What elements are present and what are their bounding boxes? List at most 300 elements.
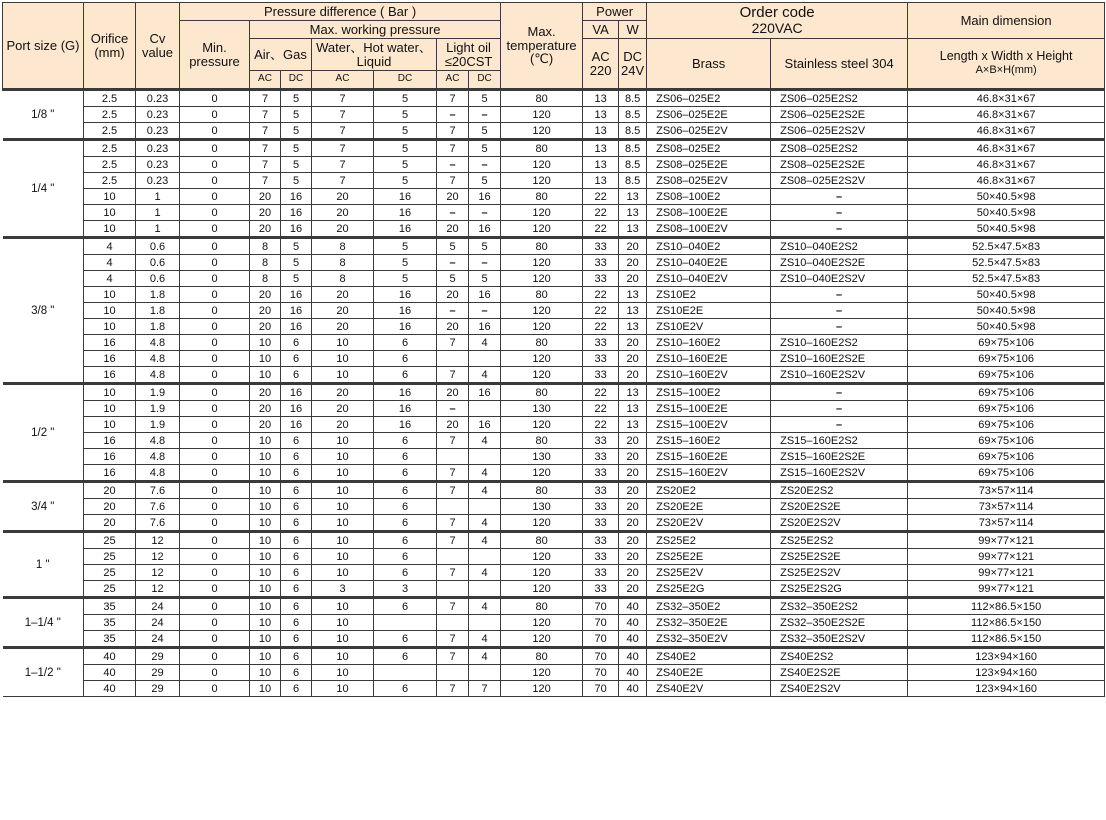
oil-dc-cell: 4 xyxy=(469,532,501,549)
power-w-cell: 20 xyxy=(619,549,647,565)
orifice-cell: 40 xyxy=(84,665,136,681)
air-dc-cell: 5 xyxy=(281,255,312,271)
dimension-cell: 73×57×114 xyxy=(908,499,1105,515)
orifice-cell: 16 xyxy=(84,465,136,482)
oil-ac-cell: 7 xyxy=(437,681,469,697)
header-air-dc: DC xyxy=(281,71,312,90)
water-dc-cell: 6 xyxy=(374,532,437,549)
min-pressure-cell: 0 xyxy=(180,681,250,697)
water-ac-cell: 20 xyxy=(312,189,374,205)
air-dc-cell: 16 xyxy=(281,221,312,238)
water-ac-cell: 10 xyxy=(312,549,374,565)
stainless-code-cell: ZS08–025E2S2V xyxy=(771,173,908,189)
table-row xyxy=(3,631,1105,648)
air-dc-cell: 6 xyxy=(281,499,312,515)
min-pressure-cell: 0 xyxy=(180,384,250,401)
air-dc-cell: 6 xyxy=(281,648,312,665)
table-row xyxy=(3,157,1105,173)
max-temp-cell: 120 xyxy=(501,205,583,221)
water-ac-cell: 10 xyxy=(312,631,374,648)
dimension-cell: 73×57×114 xyxy=(908,482,1105,499)
min-pressure-cell: 0 xyxy=(180,665,250,681)
oil-dc-cell: 16 xyxy=(469,287,501,303)
air-dc-cell: 5 xyxy=(281,238,312,255)
min-pressure-cell: 0 xyxy=(180,205,250,221)
brass-code-cell: ZS25E2V xyxy=(647,565,771,581)
dimension-cell: 50×40.5×98 xyxy=(908,319,1105,335)
power-va-cell: 13 xyxy=(583,173,619,189)
max-temp-cell: 120 xyxy=(501,615,583,631)
table-row xyxy=(3,287,1105,303)
stainless-code-cell: ZS15–160E2S2V xyxy=(771,465,908,482)
stainless-code-cell: ZS10–160E2S2V xyxy=(771,367,908,384)
water-ac-cell: 10 xyxy=(312,515,374,532)
cv-cell: 4.8 xyxy=(136,449,180,465)
cv-cell: 1.8 xyxy=(136,287,180,303)
power-w-cell: 8.5 xyxy=(619,90,647,107)
brass-code-cell: ZS25E2 xyxy=(647,532,771,549)
min-pressure-cell: 0 xyxy=(180,189,250,205)
max-temp-cell: 120 xyxy=(501,173,583,189)
water-dc-cell: 16 xyxy=(374,287,437,303)
stainless-code-cell: – xyxy=(771,221,908,238)
oil-ac-cell: 20 xyxy=(437,384,469,401)
air-dc-cell: 16 xyxy=(281,384,312,401)
stainless-code-cell: – xyxy=(771,319,908,335)
water-ac-cell: 10 xyxy=(312,433,374,449)
oil-ac-cell: 20 xyxy=(437,417,469,433)
table-row xyxy=(3,598,1105,615)
brass-code-cell: ZS06–025E2E xyxy=(647,107,771,123)
table-row xyxy=(3,107,1105,123)
water-ac-cell: 7 xyxy=(312,107,374,123)
brass-code-cell: ZS10–040E2V xyxy=(647,271,771,287)
stainless-code-cell: ZS25E2S2V xyxy=(771,565,908,581)
oil-ac-cell: 7 xyxy=(437,482,469,499)
header-w: W xyxy=(619,21,647,39)
oil-dc-cell: 16 xyxy=(469,384,501,401)
stainless-code-cell: ZS25E2S2G xyxy=(771,581,908,598)
power-w-cell: 20 xyxy=(619,255,647,271)
water-dc-cell: 16 xyxy=(374,417,437,433)
orifice-cell: 10 xyxy=(84,287,136,303)
orifice-cell: 35 xyxy=(84,598,136,615)
dimension-cell: 123×94×160 xyxy=(908,648,1105,665)
brass-code-cell: ZS32–350E2V xyxy=(647,631,771,648)
oil-dc-cell: – xyxy=(469,255,501,271)
oil-dc-cell: 4 xyxy=(469,648,501,665)
air-dc-cell: 5 xyxy=(281,123,312,140)
brass-code-cell: ZS32–350E2 xyxy=(647,598,771,615)
brass-code-cell: ZS06–025E2 xyxy=(647,90,771,107)
water-dc-cell: 16 xyxy=(374,384,437,401)
min-pressure-cell: 0 xyxy=(180,271,250,287)
power-va-cell: 22 xyxy=(583,384,619,401)
oil-dc-cell xyxy=(469,581,501,598)
power-w-cell: 20 xyxy=(619,515,647,532)
air-ac-cell: 10 xyxy=(250,549,281,565)
table-row xyxy=(3,681,1105,697)
min-pressure-cell: 0 xyxy=(180,417,250,433)
min-pressure-cell: 0 xyxy=(180,433,250,449)
cv-cell: 1.8 xyxy=(136,319,180,335)
air-ac-cell: 7 xyxy=(250,157,281,173)
dimension-cell: 46.8×31×67 xyxy=(908,140,1105,157)
water-dc-cell: 5 xyxy=(374,157,437,173)
oil-dc-cell xyxy=(469,499,501,515)
max-temp-cell: 80 xyxy=(501,482,583,499)
brass-code-cell: ZS15–160E2 xyxy=(647,433,771,449)
water-ac-cell: 20 xyxy=(312,417,374,433)
brass-code-cell: ZS32–350E2E xyxy=(647,615,771,631)
cv-cell: 0.23 xyxy=(136,157,180,173)
table-row xyxy=(3,549,1105,565)
orifice-cell: 16 xyxy=(84,433,136,449)
max-temp-cell: 80 xyxy=(501,90,583,107)
stainless-code-cell: ZS10–160E2S2E xyxy=(771,351,908,367)
water-dc-cell: 5 xyxy=(374,255,437,271)
cv-cell: 0.23 xyxy=(136,173,180,189)
cv-cell: 1.9 xyxy=(136,401,180,417)
oil-ac-cell: 7 xyxy=(437,565,469,581)
oil-dc-cell: – xyxy=(469,303,501,319)
min-pressure-cell: 0 xyxy=(180,615,250,631)
min-pressure-cell: 0 xyxy=(180,335,250,351)
air-dc-cell: 6 xyxy=(281,532,312,549)
power-va-cell: 13 xyxy=(583,107,619,123)
cv-cell: 1 xyxy=(136,221,180,238)
header-max-working-pressure: Max. working pressure xyxy=(250,21,501,39)
air-ac-cell: 20 xyxy=(250,417,281,433)
cv-cell: 0.23 xyxy=(136,123,180,140)
table-row xyxy=(3,581,1105,598)
water-ac-cell: 8 xyxy=(312,238,374,255)
water-dc-cell: 6 xyxy=(374,465,437,482)
min-pressure-cell: 0 xyxy=(180,287,250,303)
dimension-cell: 50×40.5×98 xyxy=(908,189,1105,205)
max-temp-cell: 80 xyxy=(501,648,583,665)
water-ac-cell: 7 xyxy=(312,157,374,173)
stainless-code-cell: ZS32–350E2S2V xyxy=(771,631,908,648)
dimension-cell: 46.8×31×67 xyxy=(908,123,1105,140)
stainless-code-cell: ZS15–160E2S2 xyxy=(771,433,908,449)
orifice-cell: 16 xyxy=(84,351,136,367)
air-ac-cell: 20 xyxy=(250,189,281,205)
air-ac-cell: 10 xyxy=(250,665,281,681)
cv-cell: 1 xyxy=(136,205,180,221)
water-ac-cell: 10 xyxy=(312,367,374,384)
cv-cell: 1.8 xyxy=(136,303,180,319)
oil-dc-cell xyxy=(469,549,501,565)
water-dc-cell: 5 xyxy=(374,140,437,157)
table-row xyxy=(3,90,1105,107)
water-ac-cell: 10 xyxy=(312,449,374,465)
air-dc-cell: 6 xyxy=(281,515,312,532)
power-w-cell: 8.5 xyxy=(619,140,647,157)
oil-dc-cell xyxy=(469,401,501,417)
oil-dc-cell xyxy=(469,449,501,465)
power-va-cell: 13 xyxy=(583,157,619,173)
water-dc-cell: 6 xyxy=(374,648,437,665)
oil-ac-cell: 7 xyxy=(437,367,469,384)
water-ac-cell: 10 xyxy=(312,532,374,549)
orifice-cell: 20 xyxy=(84,482,136,499)
oil-ac-cell xyxy=(437,499,469,515)
oil-ac-cell: – xyxy=(437,401,469,417)
oil-dc-cell: 4 xyxy=(469,433,501,449)
orifice-cell: 2.5 xyxy=(84,123,136,140)
stainless-code-cell: ZS20E2S2E xyxy=(771,499,908,515)
air-ac-cell: 20 xyxy=(250,221,281,238)
max-temp-cell: 130 xyxy=(501,449,583,465)
max-temp-cell: 120 xyxy=(501,303,583,319)
air-dc-cell: 5 xyxy=(281,107,312,123)
oil-ac-cell xyxy=(437,615,469,631)
header-va: VA xyxy=(583,21,619,39)
stainless-code-cell: – xyxy=(771,401,908,417)
dimension-cell: 69×75×106 xyxy=(908,433,1105,449)
orifice-cell: 16 xyxy=(84,335,136,351)
brass-code-cell: ZS10–160E2 xyxy=(647,335,771,351)
power-va-cell: 33 xyxy=(583,532,619,549)
orifice-cell: 20 xyxy=(84,499,136,515)
dimension-cell: 73×57×114 xyxy=(908,515,1105,532)
min-pressure-cell: 0 xyxy=(180,482,250,499)
cv-cell: 4.8 xyxy=(136,433,180,449)
air-ac-cell: 7 xyxy=(250,107,281,123)
brass-code-cell: ZS08–025E2E xyxy=(647,157,771,173)
dimension-cell: 69×75×106 xyxy=(908,465,1105,482)
oil-dc-cell xyxy=(469,665,501,681)
table-row xyxy=(3,665,1105,681)
oil-ac-cell: 5 xyxy=(437,271,469,287)
air-ac-cell: 10 xyxy=(250,367,281,384)
brass-code-cell: ZS06–025E2V xyxy=(647,123,771,140)
table-row xyxy=(3,433,1105,449)
brass-code-cell: ZS10–040E2 xyxy=(647,238,771,255)
air-ac-cell: 20 xyxy=(250,287,281,303)
max-temp-cell: 120 xyxy=(501,631,583,648)
dimension-cell: 99×77×121 xyxy=(908,532,1105,549)
oil-ac-cell: 7 xyxy=(437,515,469,532)
stainless-code-cell: ZS32–350E2S2E xyxy=(771,615,908,631)
air-dc-cell: 6 xyxy=(281,615,312,631)
oil-dc-cell: 16 xyxy=(469,189,501,205)
water-dc-cell: 3 xyxy=(374,581,437,598)
oil-ac-cell: 7 xyxy=(437,123,469,140)
header-max-temperature: Max. temperature (℃) xyxy=(501,3,583,90)
water-ac-cell: 7 xyxy=(312,123,374,140)
air-dc-cell: 16 xyxy=(281,189,312,205)
cv-cell: 1 xyxy=(136,189,180,205)
air-dc-cell: 5 xyxy=(281,157,312,173)
power-w-cell: 13 xyxy=(619,205,647,221)
dimension-cell: 69×75×106 xyxy=(908,335,1105,351)
oil-dc-cell: 4 xyxy=(469,465,501,482)
oil-ac-cell xyxy=(437,449,469,465)
stainless-code-cell: ZS40E2S2 xyxy=(771,648,908,665)
power-w-cell: 8.5 xyxy=(619,107,647,123)
max-temp-cell: 80 xyxy=(501,532,583,549)
max-temp-cell: 80 xyxy=(501,433,583,449)
orifice-cell: 25 xyxy=(84,565,136,581)
water-ac-cell: 20 xyxy=(312,221,374,238)
air-dc-cell: 16 xyxy=(281,287,312,303)
stainless-code-cell: ZS10–040E2S2V xyxy=(771,271,908,287)
water-ac-cell: 7 xyxy=(312,173,374,189)
power-va-cell: 22 xyxy=(583,205,619,221)
table-row xyxy=(3,123,1105,140)
dimension-cell: 52.5×47.5×83 xyxy=(908,271,1105,287)
oil-dc-cell: 5 xyxy=(469,123,501,140)
min-pressure-cell: 0 xyxy=(180,449,250,465)
air-dc-cell: 6 xyxy=(281,482,312,499)
max-temp-cell: 120 xyxy=(501,107,583,123)
air-dc-cell: 5 xyxy=(281,173,312,189)
min-pressure-cell: 0 xyxy=(180,565,250,581)
max-temp-cell: 120 xyxy=(501,581,583,598)
stainless-code-cell: ZS15–160E2S2E xyxy=(771,449,908,465)
power-w-cell: 13 xyxy=(619,319,647,335)
oil-dc-cell xyxy=(469,351,501,367)
min-pressure-cell: 0 xyxy=(180,648,250,665)
dimension-cell: 69×75×106 xyxy=(908,384,1105,401)
water-dc-cell: 16 xyxy=(374,189,437,205)
water-dc-cell: 5 xyxy=(374,123,437,140)
power-va-cell: 13 xyxy=(583,140,619,157)
power-w-cell: 40 xyxy=(619,665,647,681)
stainless-code-cell: ZS06–025E2S2V xyxy=(771,123,908,140)
orifice-cell: 35 xyxy=(84,615,136,631)
oil-dc-cell: 16 xyxy=(469,221,501,238)
min-pressure-cell: 0 xyxy=(180,351,250,367)
power-w-cell: 20 xyxy=(619,271,647,287)
water-ac-cell: 8 xyxy=(312,271,374,287)
power-w-cell: 40 xyxy=(619,631,647,648)
header-water-dc: DC xyxy=(374,71,437,90)
oil-ac-cell: 7 xyxy=(437,140,469,157)
water-dc-cell: 6 xyxy=(374,433,437,449)
air-ac-cell: 10 xyxy=(250,681,281,697)
water-ac-cell: 10 xyxy=(312,499,374,515)
port-size-cell: 1–1/2 " xyxy=(3,648,84,697)
oil-dc-cell: 4 xyxy=(469,631,501,648)
orifice-cell: 20 xyxy=(84,515,136,532)
oil-ac-cell: 7 xyxy=(437,90,469,107)
power-w-cell: 40 xyxy=(619,615,647,631)
power-w-cell: 13 xyxy=(619,287,647,303)
oil-dc-cell: – xyxy=(469,107,501,123)
air-dc-cell: 5 xyxy=(281,271,312,287)
max-temp-cell: 120 xyxy=(501,351,583,367)
orifice-cell: 25 xyxy=(84,581,136,598)
air-dc-cell: 6 xyxy=(281,565,312,581)
header-dimension xyxy=(908,39,1105,90)
orifice-cell: 35 xyxy=(84,631,136,648)
air-ac-cell: 8 xyxy=(250,255,281,271)
brass-code-cell: ZS40E2V xyxy=(647,681,771,697)
oil-ac-cell: 7 xyxy=(437,173,469,189)
oil-dc-cell xyxy=(469,615,501,631)
power-va-cell: 33 xyxy=(583,351,619,367)
air-ac-cell: 20 xyxy=(250,319,281,335)
water-dc-cell: 6 xyxy=(374,515,437,532)
orifice-cell: 10 xyxy=(84,384,136,401)
table-row xyxy=(3,351,1105,367)
port-size-cell: 1/2 " xyxy=(3,384,84,482)
max-temp-cell: 80 xyxy=(501,238,583,255)
oil-dc-cell: 16 xyxy=(469,417,501,433)
water-dc-cell: 6 xyxy=(374,335,437,351)
stainless-code-cell: ZS40E2S2V xyxy=(771,681,908,697)
oil-ac-cell: 7 xyxy=(437,335,469,351)
cv-cell: 12 xyxy=(136,532,180,549)
brass-code-cell: ZS10–160E2E xyxy=(647,351,771,367)
oil-ac-cell: 5 xyxy=(437,238,469,255)
orifice-cell: 4 xyxy=(84,255,136,271)
water-ac-cell: 10 xyxy=(312,482,374,499)
dimension-cell: 52.5×47.5×83 xyxy=(908,255,1105,271)
header-brass: Brass xyxy=(647,39,771,90)
water-dc-cell: 6 xyxy=(374,549,437,565)
cv-cell: 24 xyxy=(136,631,180,648)
dimension-cell: 52.5×47.5×83 xyxy=(908,238,1105,255)
header-air-gas: Air、Gas xyxy=(250,39,312,71)
power-w-cell: 13 xyxy=(619,417,647,433)
dimension-cell: 46.8×31×67 xyxy=(908,107,1105,123)
oil-ac-cell xyxy=(437,549,469,565)
water-dc-cell: 16 xyxy=(374,205,437,221)
orifice-cell: 2.5 xyxy=(84,157,136,173)
table-row xyxy=(3,384,1105,401)
water-dc-cell: 6 xyxy=(374,499,437,515)
orifice-cell: 4 xyxy=(84,238,136,255)
dimension-cell: 50×40.5×98 xyxy=(908,221,1105,238)
max-temp-cell: 120 xyxy=(501,123,583,140)
brass-code-cell: ZS15–100E2 xyxy=(647,384,771,401)
cv-cell: 4.8 xyxy=(136,367,180,384)
oil-dc-cell: 5 xyxy=(469,238,501,255)
table-row xyxy=(3,140,1105,157)
stainless-code-cell: – xyxy=(771,287,908,303)
power-w-cell: 40 xyxy=(619,648,647,665)
water-ac-cell: 20 xyxy=(312,401,374,417)
dimension-cell: 46.8×31×67 xyxy=(908,90,1105,107)
water-dc-cell: 16 xyxy=(374,401,437,417)
max-temp-cell: 80 xyxy=(501,140,583,157)
orifice-cell: 25 xyxy=(84,549,136,565)
stainless-code-cell: ZS40E2S2E xyxy=(771,665,908,681)
oil-ac-cell xyxy=(437,351,469,367)
header-pressure-difference: Pressure difference ( Bar ) xyxy=(180,3,501,21)
power-w-cell: 13 xyxy=(619,384,647,401)
header-water: Water、Hot water、Liquid xyxy=(312,39,437,71)
air-ac-cell: 10 xyxy=(250,581,281,598)
header-water-ac: AC xyxy=(312,71,374,90)
brass-code-cell: ZS10E2V xyxy=(647,319,771,335)
water-dc-cell: 6 xyxy=(374,482,437,499)
order-code-label: Order code xyxy=(739,3,815,21)
air-ac-cell: 7 xyxy=(250,140,281,157)
air-dc-cell: 16 xyxy=(281,319,312,335)
max-temp-cell: 130 xyxy=(501,499,583,515)
power-w-cell: 8.5 xyxy=(619,173,647,189)
air-dc-cell: 16 xyxy=(281,401,312,417)
power-w-cell: 20 xyxy=(619,351,647,367)
oil-dc-cell: 4 xyxy=(469,565,501,581)
air-dc-cell: 6 xyxy=(281,449,312,465)
power-w-cell: 20 xyxy=(619,532,647,549)
